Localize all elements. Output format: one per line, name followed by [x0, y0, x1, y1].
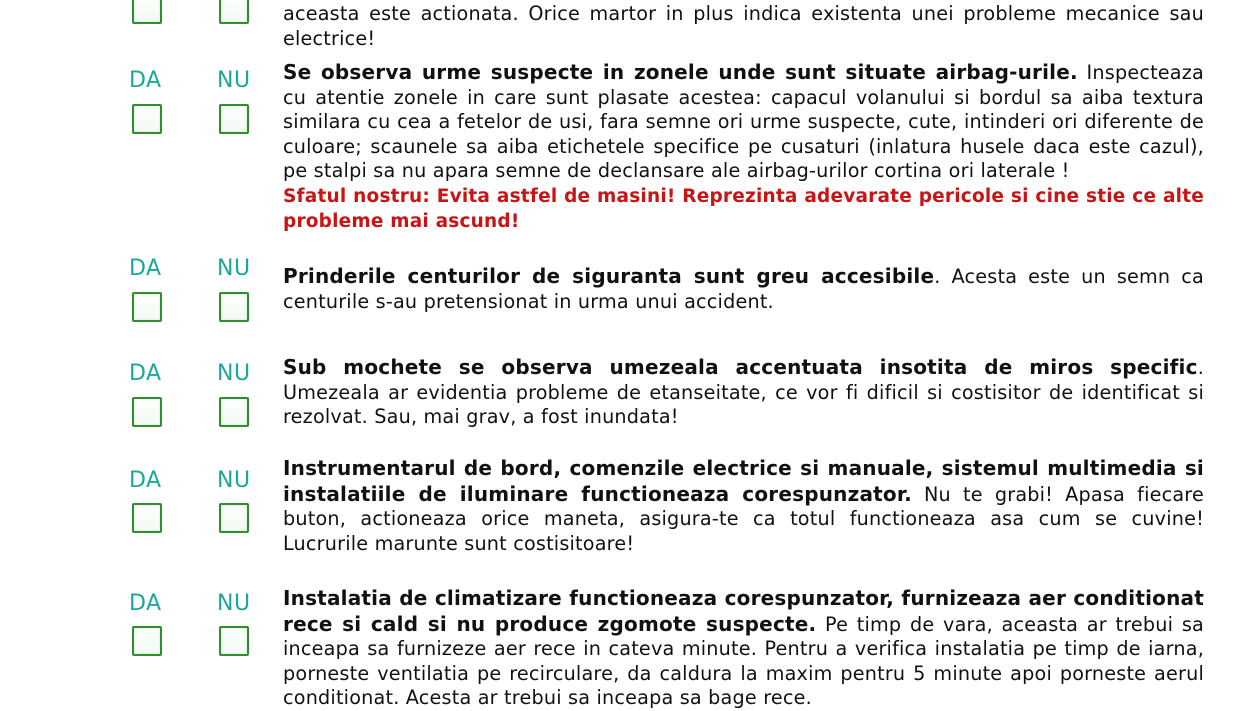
item-text [283, 586, 1204, 711]
item-text [283, 355, 1204, 430]
item-title: Instrumentarul de bord, comenzile electrice si manuale, sistemul multimedia si instalatiile de iluminare functioneaza corespunzator. [283, 456, 1204, 506]
no-checkbox[interactable] [219, 626, 249, 656]
yes-label: DA [129, 468, 162, 493]
no-label: NU [217, 591, 251, 616]
no-label: NU [217, 68, 251, 93]
yes-checkbox[interactable] [132, 104, 162, 134]
item-text [283, 264, 1204, 314]
no-checkbox[interactable] [219, 397, 249, 427]
no-label: NU [217, 256, 251, 281]
no-label: NU [217, 468, 251, 493]
no-checkbox[interactable] [219, 104, 249, 134]
item-title: Prinderile centurilor de siguranta sunt greu accesibile [283, 264, 935, 288]
yes-checkbox[interactable] [132, 397, 162, 427]
item-title: Sub mochete se observa umezeala accentuata insotita de miros specific [283, 355, 1198, 379]
item-body: aceasta este actionata. Orice martor in plus indica existenta unei probleme mecanice sau electrice! [283, 2, 1204, 50]
item-body: . Acesta este un semn ca centurile s-au pretensionat in urma unui accident. [283, 265, 1204, 313]
item-advice: Sfatul nostru: Evita astfel de masini! Reprezinta adevarate pericole si cine stie ce alte probleme mai ascund! [283, 185, 1204, 232]
no-checkbox[interactable] [219, 0, 249, 24]
item-text [283, 60, 1204, 235]
yes-label: DA [129, 591, 162, 616]
no-label: NU [217, 361, 251, 386]
yes-checkbox[interactable] [132, 0, 162, 24]
yes-checkbox[interactable] [132, 626, 162, 656]
item-title: Se observa urme suspecte in zonele unde sunt situate airbag-urile. [283, 60, 1078, 84]
item-title: Instalatia de climatizare functioneaza corespunzator, furnizeaza aer conditionat rece si cald si nu produce zgomote suspecte. [283, 586, 1204, 636]
item-text [283, 2, 1204, 51]
yes-checkbox[interactable] [132, 503, 162, 533]
item-body: Inspecteaza cu atentie zonele in care sunt plasate acestea: capacul volanului si bordul sa aiba textura similara cu cea a fetelor de usi, fara semne ori urme suspecte, cute, intinderi ori diferente de culoare; scaunele sa aiba etichetele specifice pe cusaturi (inlatura husele daca este cazul), pe stalpi sa nu apara semne de declansare ale airbag-urilor cortina ori laterale ! [283, 61, 1204, 182]
yes-checkbox[interactable] [132, 292, 162, 322]
no-checkbox[interactable] [219, 292, 249, 322]
yes-label: DA [129, 361, 162, 386]
item-body: Pe timp de vara, aceasta ar trebui sa inceapa sa furnizeze aer rece in cateva minute. Pentru a verifica instalatia pe timp de iarna, porneste ventilatia pe recirculare, da caldura la maxim pentru 5 minute apoi porneste aerul conditionat. Acesta ar trebui sa inceapa sa bage rece. [283, 612, 1204, 709]
item-text [283, 456, 1204, 556]
yes-label: DA [129, 68, 162, 93]
item-body: Nu te grabi! Apasa fiecare buton, actioneaza orice maneta, asigura-te ca totul functioneaza asa cum se cuvine! Lucrurile marunte sunt costisitoare! [283, 482, 1204, 555]
no-checkbox[interactable] [219, 503, 249, 533]
yes-label: DA [129, 256, 162, 281]
item-body: . Umezeala ar evidentia probleme de etanseitate, ce vor fi dificil si costisitor de identificat si rezolvat. Sau, mai grav, a fost inundata! [283, 356, 1204, 428]
